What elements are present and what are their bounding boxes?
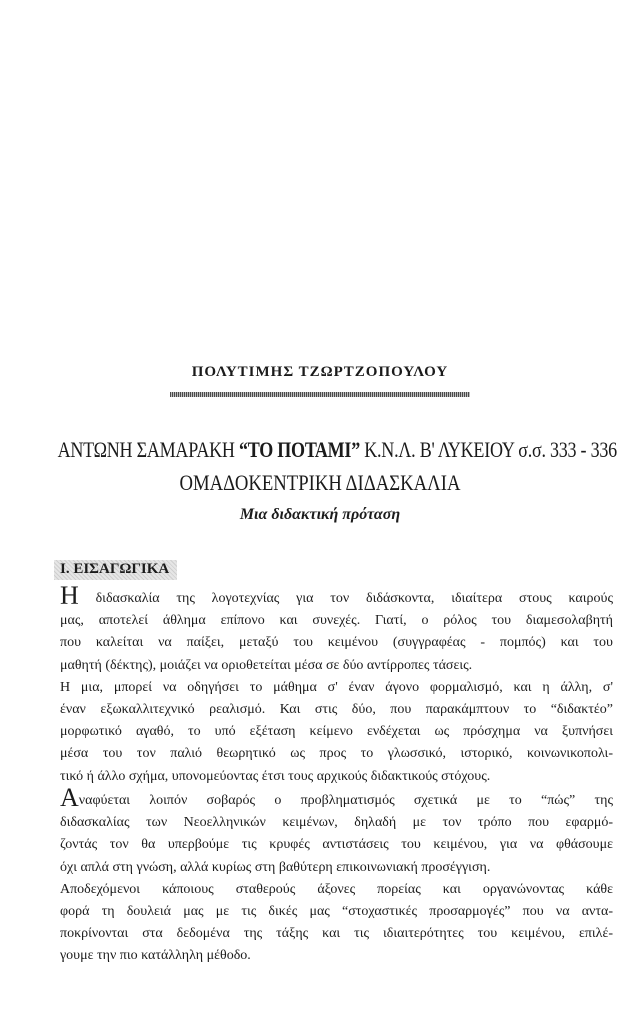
paragraph-line: διδασκαλίας των Νεοελληνικών κειμένων, δηλαδή με τον τρόπο που εφαρμό-	[60, 815, 613, 831]
paragraph-line: έναν εξωκαλλιτεχνικό ρεαλισμό. Και στις δύο, που παρακάμπτουν το “διδακτέο”	[60, 702, 613, 718]
paragraph-line: Αποδεχόμενοι κάποιους σταθερούς άξονες πορείας και οργανώνοντας κάθε	[60, 881, 613, 897]
paragraph-line: όχι απλά στη γνώση, αλλά κυρίως στη βαθύτερη επικοινωνιακή προσέγγιση.	[60, 859, 491, 875]
paragraph-line: γουμε την πιο κατάλληλη μέθοδο.	[60, 948, 251, 964]
paragraph-line: τικό ή άλλο σχήμα, υπονομεύοντας έτσι τους αρχικούς διδακτικούς στόχους.	[60, 768, 491, 784]
paragraph-line: ζοντάς τον θα υπερβούμε τις κρυφές αντιστάσεις του κειμένου, για να φθάσουμε	[60, 837, 613, 853]
paragraph-line: Η διδασκαλία της λογοτεχνίας για τον διδάσκοντα, ιδιαίτερα στους καιρούς	[60, 581, 613, 610]
paragraph-line: Η μια, μπορεί να οδηγήσει το μάθημα σ' έναν άγονο φορμαλισμό, και η άλλη, σ'	[60, 679, 613, 695]
title-text-part-1: ΑΝΤΩΝΗ ΣΑΜΑΡΑΚΗ	[57, 437, 239, 462]
paragraph-1	[60, 581, 613, 788]
paragraph-line: που καλείται να παίξει, μεταξύ του κειμένου (συγγραφέας - πομπός) και του	[60, 635, 613, 651]
paragraph-line: φορά τη δουλειά μας με τις δικές μας “στοχαστικές προσαρμογές” που να αντα-	[60, 904, 613, 920]
paragraph-line: μορφωτικό αγαθό, το υπό εξέταση κείμενο ενδέχεται ως πρόσχημα να ξυπνήσει	[60, 724, 613, 740]
article-subtitle: Μια διδακτική πρόταση	[239, 506, 401, 523]
paragraph-line: μαθητή (δέκτης), μοιάζει να οριοθετείται μέσα σε δύο αντίρροπες τάσεις.	[60, 657, 473, 673]
article-title-line-1	[57, 437, 617, 463]
drop-cap: Α	[60, 783, 79, 812]
title-text-part-2: Κ.Ν.Λ. Β' ΛΥΚΕΙΟΥ σ.σ. 333 - 336	[359, 437, 617, 462]
author-name: ΠΟΛΥΤΙΜΗΣ ΤΖΩΡΤΖΟΠΟΥΛΟΥ	[191, 364, 449, 380]
section-heading: Ι. ΕΙΣΑΓΩΓΙΚΑ	[54, 560, 177, 580]
paragraph-line: μέσα του τον παλιό θεωρητικό ως προς το γλωσσικό, ιστορικό, κοινωνικοπολι-	[60, 746, 613, 762]
paragraph-line: μας, αποτελεί άθλημα επίπονο και συνεχές. Γιατί, ο ρόλος του διαμεσολαβητή	[60, 613, 613, 629]
paragraph-2	[60, 783, 613, 968]
drop-cap: Η	[60, 581, 79, 610]
article-title-line-2: ΟΜΑΔΟΚΕΝΤΡΙΚΗ ΔΙΔΑΣΚΑΛΙΑ	[179, 470, 461, 495]
paragraph-line: ποκρίνονται στα δεδομένα της τάξης και τις ιδιαιτερότητες του κειμένου, επιλέ-	[60, 926, 613, 942]
title-text-bold: “ΤΟ ΠΟΤΑΜΙ”	[238, 437, 360, 462]
author-underline-rule	[170, 392, 470, 397]
paragraph-line: Αναφύεται λοιπόν σοβαρός ο προβληματισμός σχετικά με το “πώς” της	[60, 783, 613, 812]
